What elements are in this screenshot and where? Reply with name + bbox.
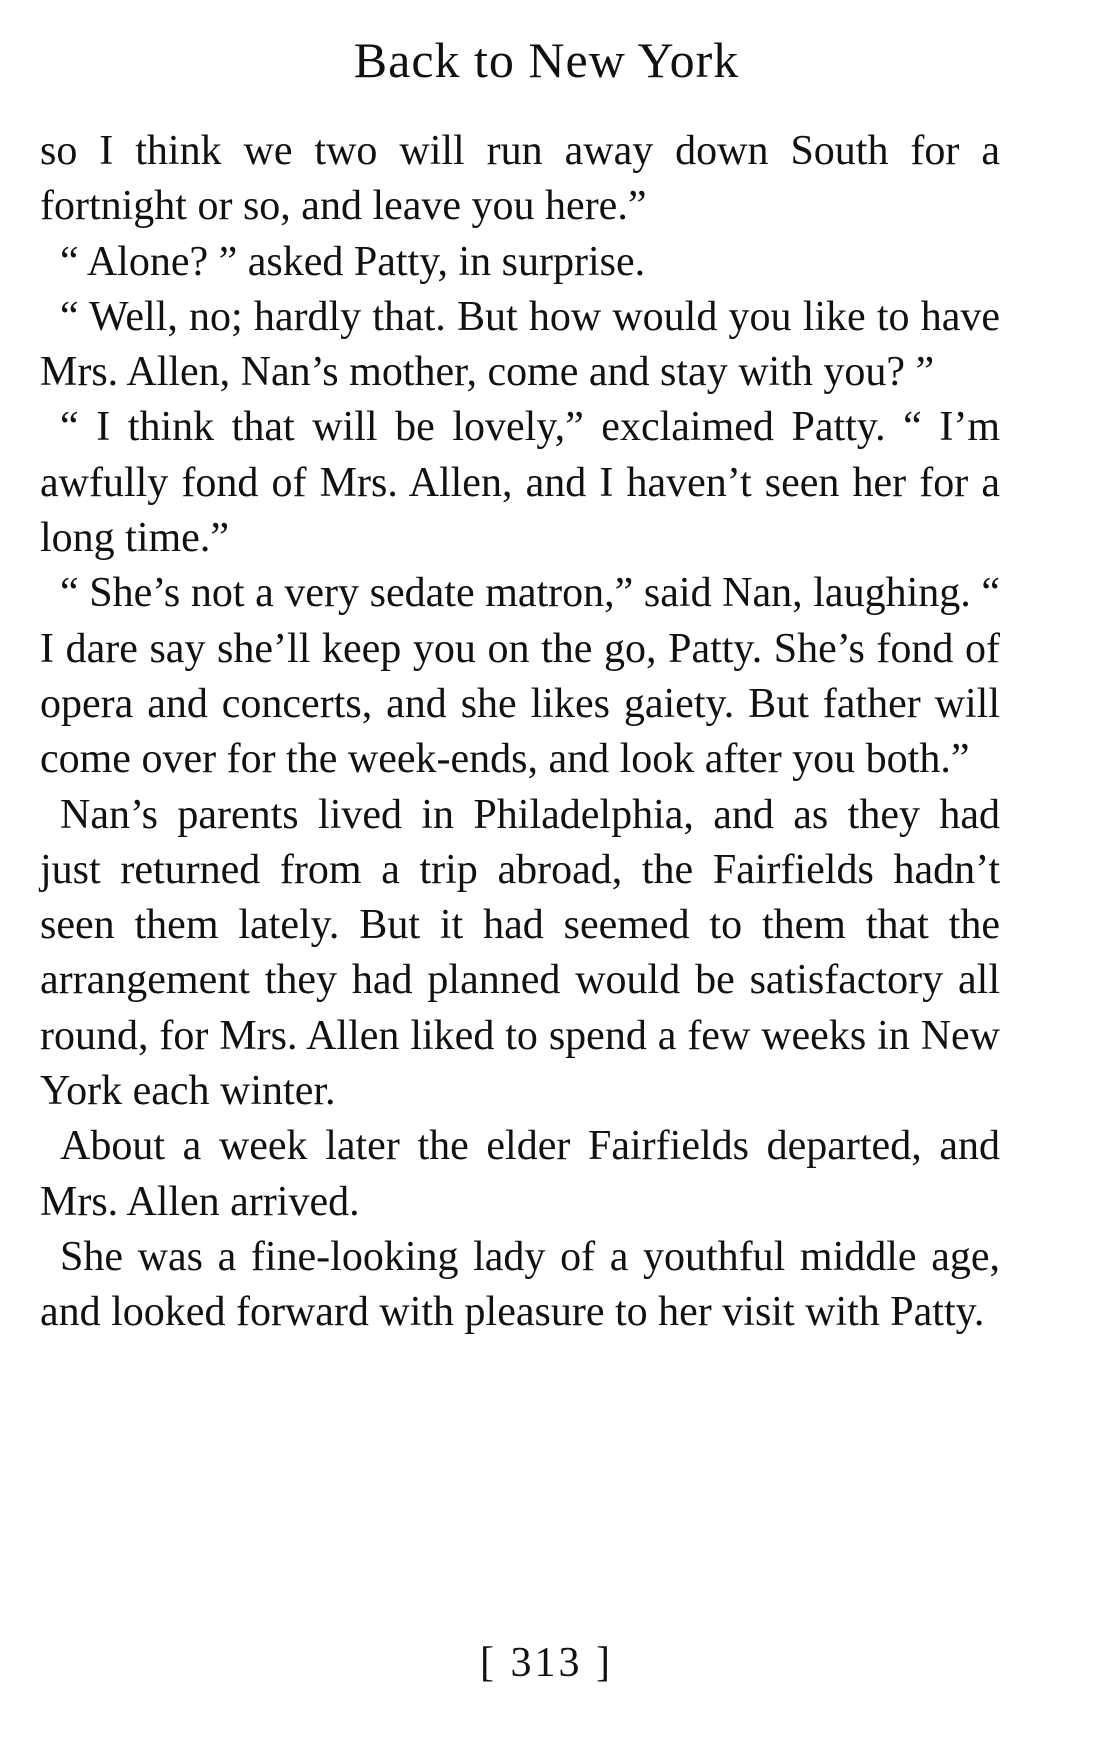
paragraph: Nan’s parents lived in Philadelphia, and as they had just returned from a trip abroad, the Fairfields hadn’t seen them lately. But it had seemed to them that the arrangement they had planned would be satisfactory all round, for Mrs. Allen liked to spend a few weeks in New York each winter. — [40, 791, 1000, 1115]
paragraph: “ She’s not a very sedate matron,” said Nan, laughing. “ I dare say she’ll keep you on the go, Patty. She’s fond of opera and concerts, and she likes gaiety. But father will come over for the week-ends, and look after you both.” — [40, 570, 1000, 783]
body-text — [40, 124, 1000, 1341]
paragraph: About a week later the elder Fairfields departed, and Mrs. Allen arrived. — [40, 1123, 1000, 1225]
paragraph: so I think we two will run away down South for a fortnight or so, and leave you here.” — [40, 128, 1000, 230]
running-head: Back to New York — [353, 32, 740, 88]
paragraph: “ I think that will be lovely,” exclaimed Patty. “ I’m awfully fond of Mrs. Allen, and I haven’t seen her for a long time.” — [40, 404, 1000, 562]
page-number: [ 313 ] — [480, 1640, 613, 1686]
paragraph: “ Well, no; hardly that. But how would you like to have Mrs. Allen, Nan’s mother, come and stay with you? ” — [40, 293, 1000, 396]
paragraph: She was a fine-looking lady of a youthful middle age, and looked forward with pleasure to her visit with Patty. — [40, 1233, 1000, 1336]
paragraph: “ Alone? ” asked Patty, in surprise. — [60, 238, 646, 285]
